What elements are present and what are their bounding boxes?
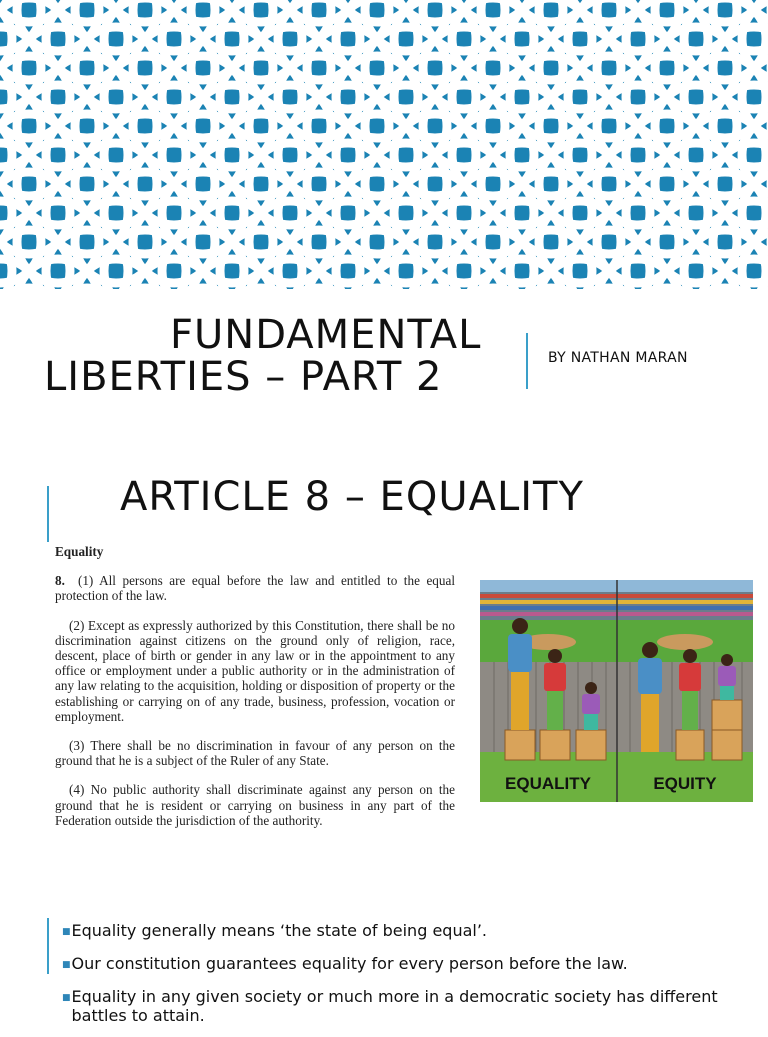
label-equity: EQUITY (653, 774, 717, 793)
bullet-text: Our constitution guarantees equality for every person before the law. (71, 954, 628, 973)
clause-2 (55, 618, 455, 724)
presentation-title (44, 314, 514, 398)
bullet-text: Equality generally means ‘the state of being equal’. (71, 921, 487, 940)
clause-number: 8. (55, 573, 65, 589)
label-equality: EQUALITY (505, 774, 591, 793)
bullet-icon: ■ (62, 927, 71, 937)
bullet-icon: ■ (62, 993, 71, 1003)
article-divider (47, 486, 49, 542)
clause-text: (2) Except as expressly authorized by this Constitution, there shall be no discrimination against citizens on the ground only of religion, race, descent, place of birth or gender in any law or in the appointment to any office or employment under a public authority or in the administration of any law relating to the acquisition, holding or disposition of property or the establishing or carrying on of any trade, business, profession, vocation or employment. (55, 617, 455, 724)
list-item (62, 921, 752, 942)
list-item (62, 987, 752, 1025)
excerpt-heading: Equality (55, 544, 104, 559)
clause-text: (4) No public authority shall discriminate against any person on the ground that he is resident or carrying on business in any part of the Federation outside the jurisdiction of the authority. (55, 782, 455, 828)
title-line-2: LIBERTIES – PART 2 (44, 354, 443, 400)
decorative-pattern-banner (0, 0, 768, 289)
article-heading: ARTICLE 8 – EQUALITY (120, 474, 584, 520)
bullet-icon: ■ (62, 960, 71, 970)
clause-3 (55, 738, 455, 768)
bullet-list (62, 921, 752, 1037)
clause-4 (55, 782, 455, 828)
bullets-divider (47, 918, 49, 974)
author-byline: BY NATHAN MARAN (548, 350, 688, 366)
clause-text: (1) All persons are equal before the law and entitled to the equal protection of the law. (55, 573, 455, 604)
constitution-excerpt (55, 544, 455, 842)
clause-text: (3) There shall be no discrimination in favour of any person on the ground that he is a subject of the Ruler of any State. (55, 738, 455, 769)
clause-1 (55, 573, 455, 603)
title-line-1: FUNDAMENTAL (170, 312, 482, 358)
equality-equity-illustration (480, 580, 753, 802)
bullet-text: Equality in any given society or much more in a democratic society has different battles to attain. (71, 987, 718, 1025)
title-divider (526, 333, 528, 389)
list-item (62, 954, 752, 975)
